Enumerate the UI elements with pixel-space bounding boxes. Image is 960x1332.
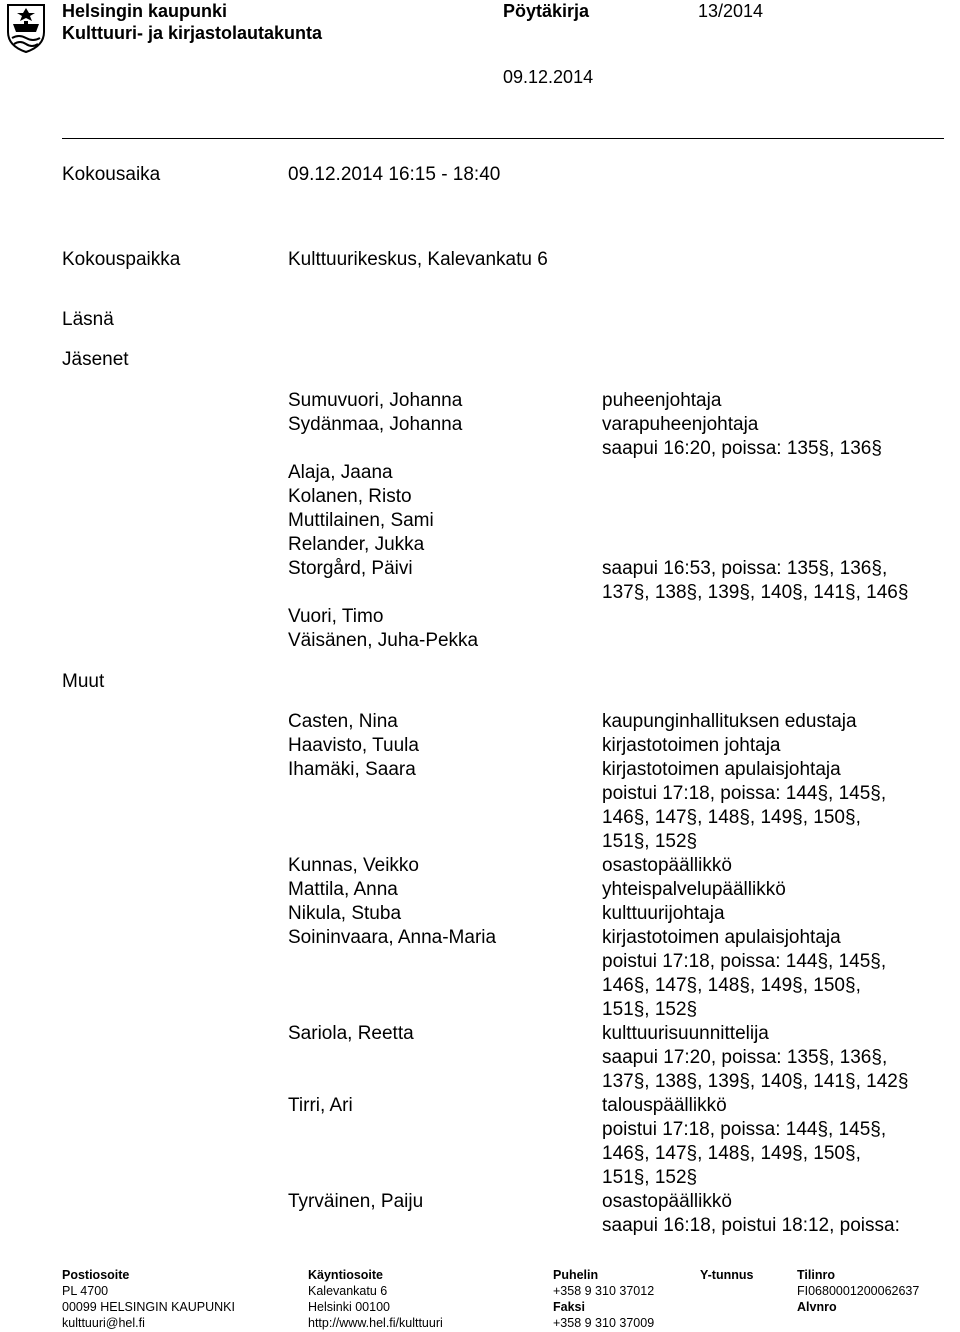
other-role: kulttuurijohtaja [602,903,725,924]
other-role: kirjastotoimen apulaisjohtaja [602,759,841,780]
other-attendance-note: saapui 17:20, poissa: 135§, 136§, [602,1047,888,1068]
other-name: Sariola, Reetta [288,1023,414,1044]
meeting-time-value: 09.12.2014 16:15 - 18:40 [288,164,501,185]
footer-label: Y-tunnus [700,1268,754,1282]
footer-value: Helsinki 00100 [308,1300,390,1314]
member-name: Sumuvuori, Johanna [288,390,463,411]
member-name: Kolanen, Risto [288,486,412,507]
member-name: Vuori, Timo [288,606,384,627]
other-attendance-note: 146§, 147§, 148§, 149§, 150§, [602,975,861,996]
meeting-time-label: Kokousaika [62,164,161,185]
footer-value: FI0680001200062637 [797,1284,920,1298]
footer-label: Postiosoite [62,1268,130,1282]
other-attendance-note: 151§, 152§ [602,831,698,852]
member-attendance-note: saapui 16:53, poissa: 135§, 136§, [602,558,888,579]
other-attendance-note: 146§, 147§, 148§, 149§, 150§, [602,807,861,828]
others-notes [602,710,908,1238]
footer-business-id [700,1267,753,1283]
footer-email-link[interactable]: kulttuuri@hel.fi [62,1316,145,1330]
header-divider [62,138,944,139]
member-attendance-note: saapui 16:20, poissa: 135§, 136§ [602,438,882,459]
member-attendance-note: 137§, 138§, 139§, 140§, 141§, 146§ [602,582,909,603]
member-name: Väisänen, Juha-Pekka [288,630,479,651]
other-attendance-note: poistui 17:18, poissa: 144§, 145§, [602,951,887,972]
other-attendance-note: saapui 16:18, poistui 18:12, poissa: [602,1215,900,1236]
other-name: Tirri, Ari [288,1095,353,1116]
other-attendance-note: 151§, 152§ [602,999,698,1020]
other-name: Kunnas, Veikko [288,855,419,876]
document-date: 09.12.2014 [503,67,594,87]
other-role: kirjastotoimen apulaisjohtaja [602,927,841,948]
other-role: osastopäällikkö [602,855,732,876]
other-attendance-note: 146§, 147§, 148§, 149§, 150§, [602,1143,861,1164]
footer-value: +358 9 310 37012 [553,1284,655,1298]
member-name: Relander, Jukka [288,534,425,555]
member-role: puheenjohtaja [602,390,722,411]
other-attendance-note: 151§, 152§ [602,1167,698,1188]
other-name: Casten, Nina [288,711,398,732]
other-name: Ihamäki, Saara [288,759,416,780]
member-name: Sydänmaa, Johanna [288,414,463,435]
footer-website-link[interactable]: http://www.hel.fi/kulttuuri [308,1316,443,1330]
member-role: varapuheenjohtaja [602,414,759,435]
footer-value: PL 4700 [62,1284,109,1298]
members-notes [602,389,908,605]
helsinki-crest-icon [4,2,48,54]
member-name: Muttilainen, Sami [288,510,434,531]
other-name: Mattila, Anna [288,879,398,900]
footer-value: Kalevankatu 6 [308,1284,388,1298]
other-role: kirjastotoimen johtaja [602,735,781,756]
other-role: kaupunginhallituksen edustaja [602,711,857,732]
committee-name: Kulttuuri- ja kirjastolautakunta [62,23,323,43]
member-name: Storgård, Päivi [288,558,413,579]
other-name: Haavisto, Tuula [288,735,419,756]
other-role: kulttuurisuunnittelija [602,1023,769,1044]
other-attendance-note: poistui 17:18, poissa: 144§, 145§, [602,1119,887,1140]
city-name: Helsingin kaupunki [62,1,228,21]
footer-label: Faksi [553,1300,585,1314]
footer-postal-address [62,1267,235,1331]
footer-label: Käyntiosoite [308,1268,384,1282]
footer-label: Tilinro [797,1268,835,1282]
members-label: Jäsenet [62,349,129,370]
footer-value: +358 9 310 37009 [553,1316,655,1330]
footer-label: Alvnro [797,1300,837,1314]
other-attendance-note: poistui 17:18, poissa: 144§, 145§, [602,783,887,804]
other-name: Nikula, Stuba [288,903,402,924]
others-names [288,710,496,1214]
members-names [288,389,478,653]
other-role: talouspäällikkö [602,1095,727,1116]
other-role: osastopäällikkö [602,1191,732,1212]
footer-visiting-address [308,1267,443,1331]
document-type: Pöytäkirja [503,1,590,21]
other-name: Tyrväinen, Paiju [288,1191,424,1212]
other-name: Soininvaara, Anna-Maria [288,927,497,948]
member-name: Alaja, Jaana [288,462,393,483]
footer-phone [553,1267,654,1331]
others-label: Muut [62,671,105,692]
meeting-place-label: Kokouspaikka [62,249,181,270]
document-number: 13/2014 [698,1,764,21]
footer-value: 00099 HELSINGIN KAUPUNKI [62,1300,235,1314]
meeting-place-value: Kulttuurikeskus, Kalevankatu 6 [288,249,548,270]
other-attendance-note: 137§, 138§, 139§, 140§, 141§, 142§ [602,1071,909,1092]
footer-account [797,1267,919,1315]
footer-label: Puhelin [553,1268,599,1282]
other-role: yhteispalvelupäällikkö [602,879,786,900]
present-label: Läsnä [62,309,114,330]
